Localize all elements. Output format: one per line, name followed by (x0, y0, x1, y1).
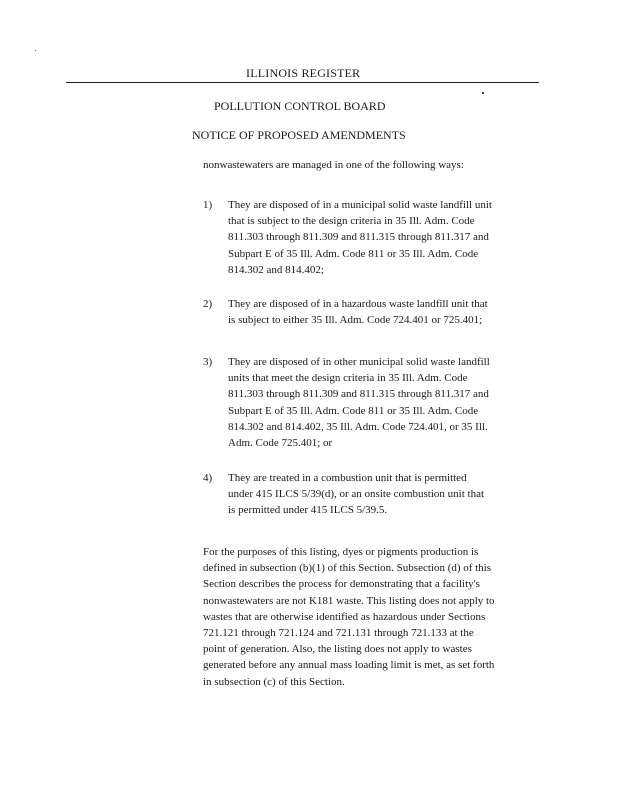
list-item-text: They are disposed of in a municipal solid waste landfill unit that is subject to the design criteria in 35 Ill. Adm. Code 811.303 through 811.309 and 811.315 through 811.317 and Subpart E of 35 Ill. Adm. Code 811 or 35 Ill. Adm. Code 814.302 and 814.402; (228, 199, 492, 276)
list-item-text: They are treated in a combustion unit that is permitted under 415 ILCS 5/39(d), or an onsite combustion unit that is permitted under 415 ILCS 5/39.5. (228, 472, 485, 517)
header-rule (66, 82, 539, 83)
list-item-text: They are disposed of in a hazardous waste landfill unit that is subject to either 35 Ill. Adm. Code 724.401 or 725.401; (228, 298, 488, 327)
scan-speck (35, 50, 36, 51)
scan-mark (482, 92, 484, 94)
list-item-number: 1) (203, 199, 213, 211)
list-item-number: 3) (203, 356, 213, 368)
list-item-number: 4) (203, 472, 213, 484)
closing-paragraph: For the purposes of this listing, dyes or pigments production is defined in subsection (b)(1) of this Section. Subsection (d) of this Section describes the process for demonstrating that a facility's nonwastewaters are not K181 waste. This listing does not apply to wastes that are otherwise identified as hazardous under Sections 721.121 through 721.124 and 721.131 through 721.133 at the point of generation. Also, the listing does not apply to wastes generated before any annual mass loading limit is met, as set forth in subsection (c) of this Section. (203, 546, 495, 688)
list-item-number: 2) (203, 298, 213, 310)
list-item-text: They are disposed of in other municipal solid waste landfill units that meet the design criteria in 35 Ill. Adm. Code 811.303 through 811.309 and 811.315 through 811.317 and Subpart E of 35 Ill. Adm. Code 811 or 35 Ill. Adm. Code 814.302 and 814.402, 35 Ill. Adm. Code 724.401, or 35 Ill. Adm. Code 725.401; or (228, 356, 490, 450)
register-title: ILLINOIS REGISTER (246, 66, 361, 80)
agency-heading: POLLUTION CONTROL BOARD (214, 99, 386, 113)
notice-heading: NOTICE OF PROPOSED AMENDMENTS (192, 128, 406, 142)
intro-paragraph: nonwastewaters are managed in one of the following ways: (203, 159, 464, 171)
